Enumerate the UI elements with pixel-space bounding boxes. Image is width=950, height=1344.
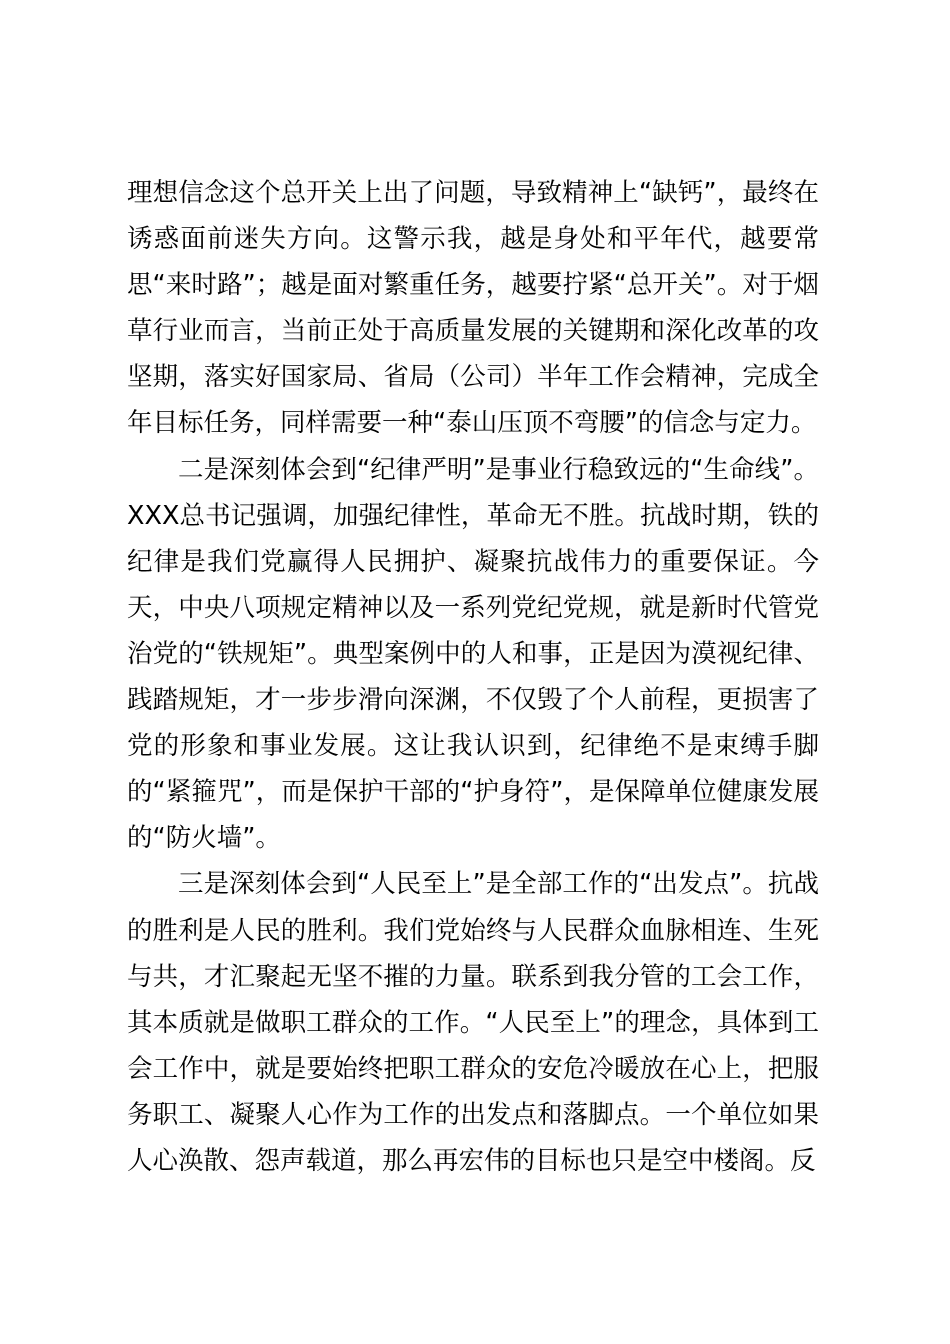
paragraph-1: 理想信念这个总开关上出了问题，导致精神上“缺钙”，最终在诱惑面前迷失方向。这警示我，越是身处和平年代，越要常思“来时路”；越是面对繁重任务，越要拧紧“总开关”。对于烟草行业而言，当前正处于高质量发展的关键期和深化改革的攻坚期，落实好国家局、省局（公司）半年工作会精神，完成全年目标任务，同样需要一种“泰山压顶不弯腰”的信念与定力。: [127, 178, 819, 439]
paragraph-2: 二是深刻体会到“纪律严明”是事业行稳致远的“生命线”。XXX总书记强调，加强纪律性，革命无不胜。抗战时期，铁的纪律是我们党赢得人民拥护、凝聚抗战伟力的重要保证。今天，中央八项规定精神以及一系列党纪党规，就是新时代管党治党的“铁规矩”。典型案例中的人和事，正是因为漠视纪律、践踏规矩，才一步步滑向深渊，不仅毁了个人前程，更损害了党的形象和事业发展。这让我认识到，纪律绝不是束缚手脚的“紧箍咒”，而是保护干部的“护身符”，是保障单位健康发展的“防火墙”。: [127, 454, 819, 854]
paragraph-3: 三是深刻体会到“人民至上”是全部工作的“出发点”。抗战的胜利是人民的胜利。我们党始终与人民群众血脉相连、生死与共，才汇聚起无坚不摧的力量。联系到我分管的工会工作，其本质就是做职工群众的工作。“人民至上”的理念，具体到工会工作中，就是要始终把职工群众的安危冷暖放在心上，把服务职工、凝聚人心作为工作的出发点和落脚点。一个单位如果人心涣散、怨声载道，那么再宏伟的目标也只是空中楼阁。反: [127, 869, 819, 1176]
document-body: [127, 170, 819, 1184]
